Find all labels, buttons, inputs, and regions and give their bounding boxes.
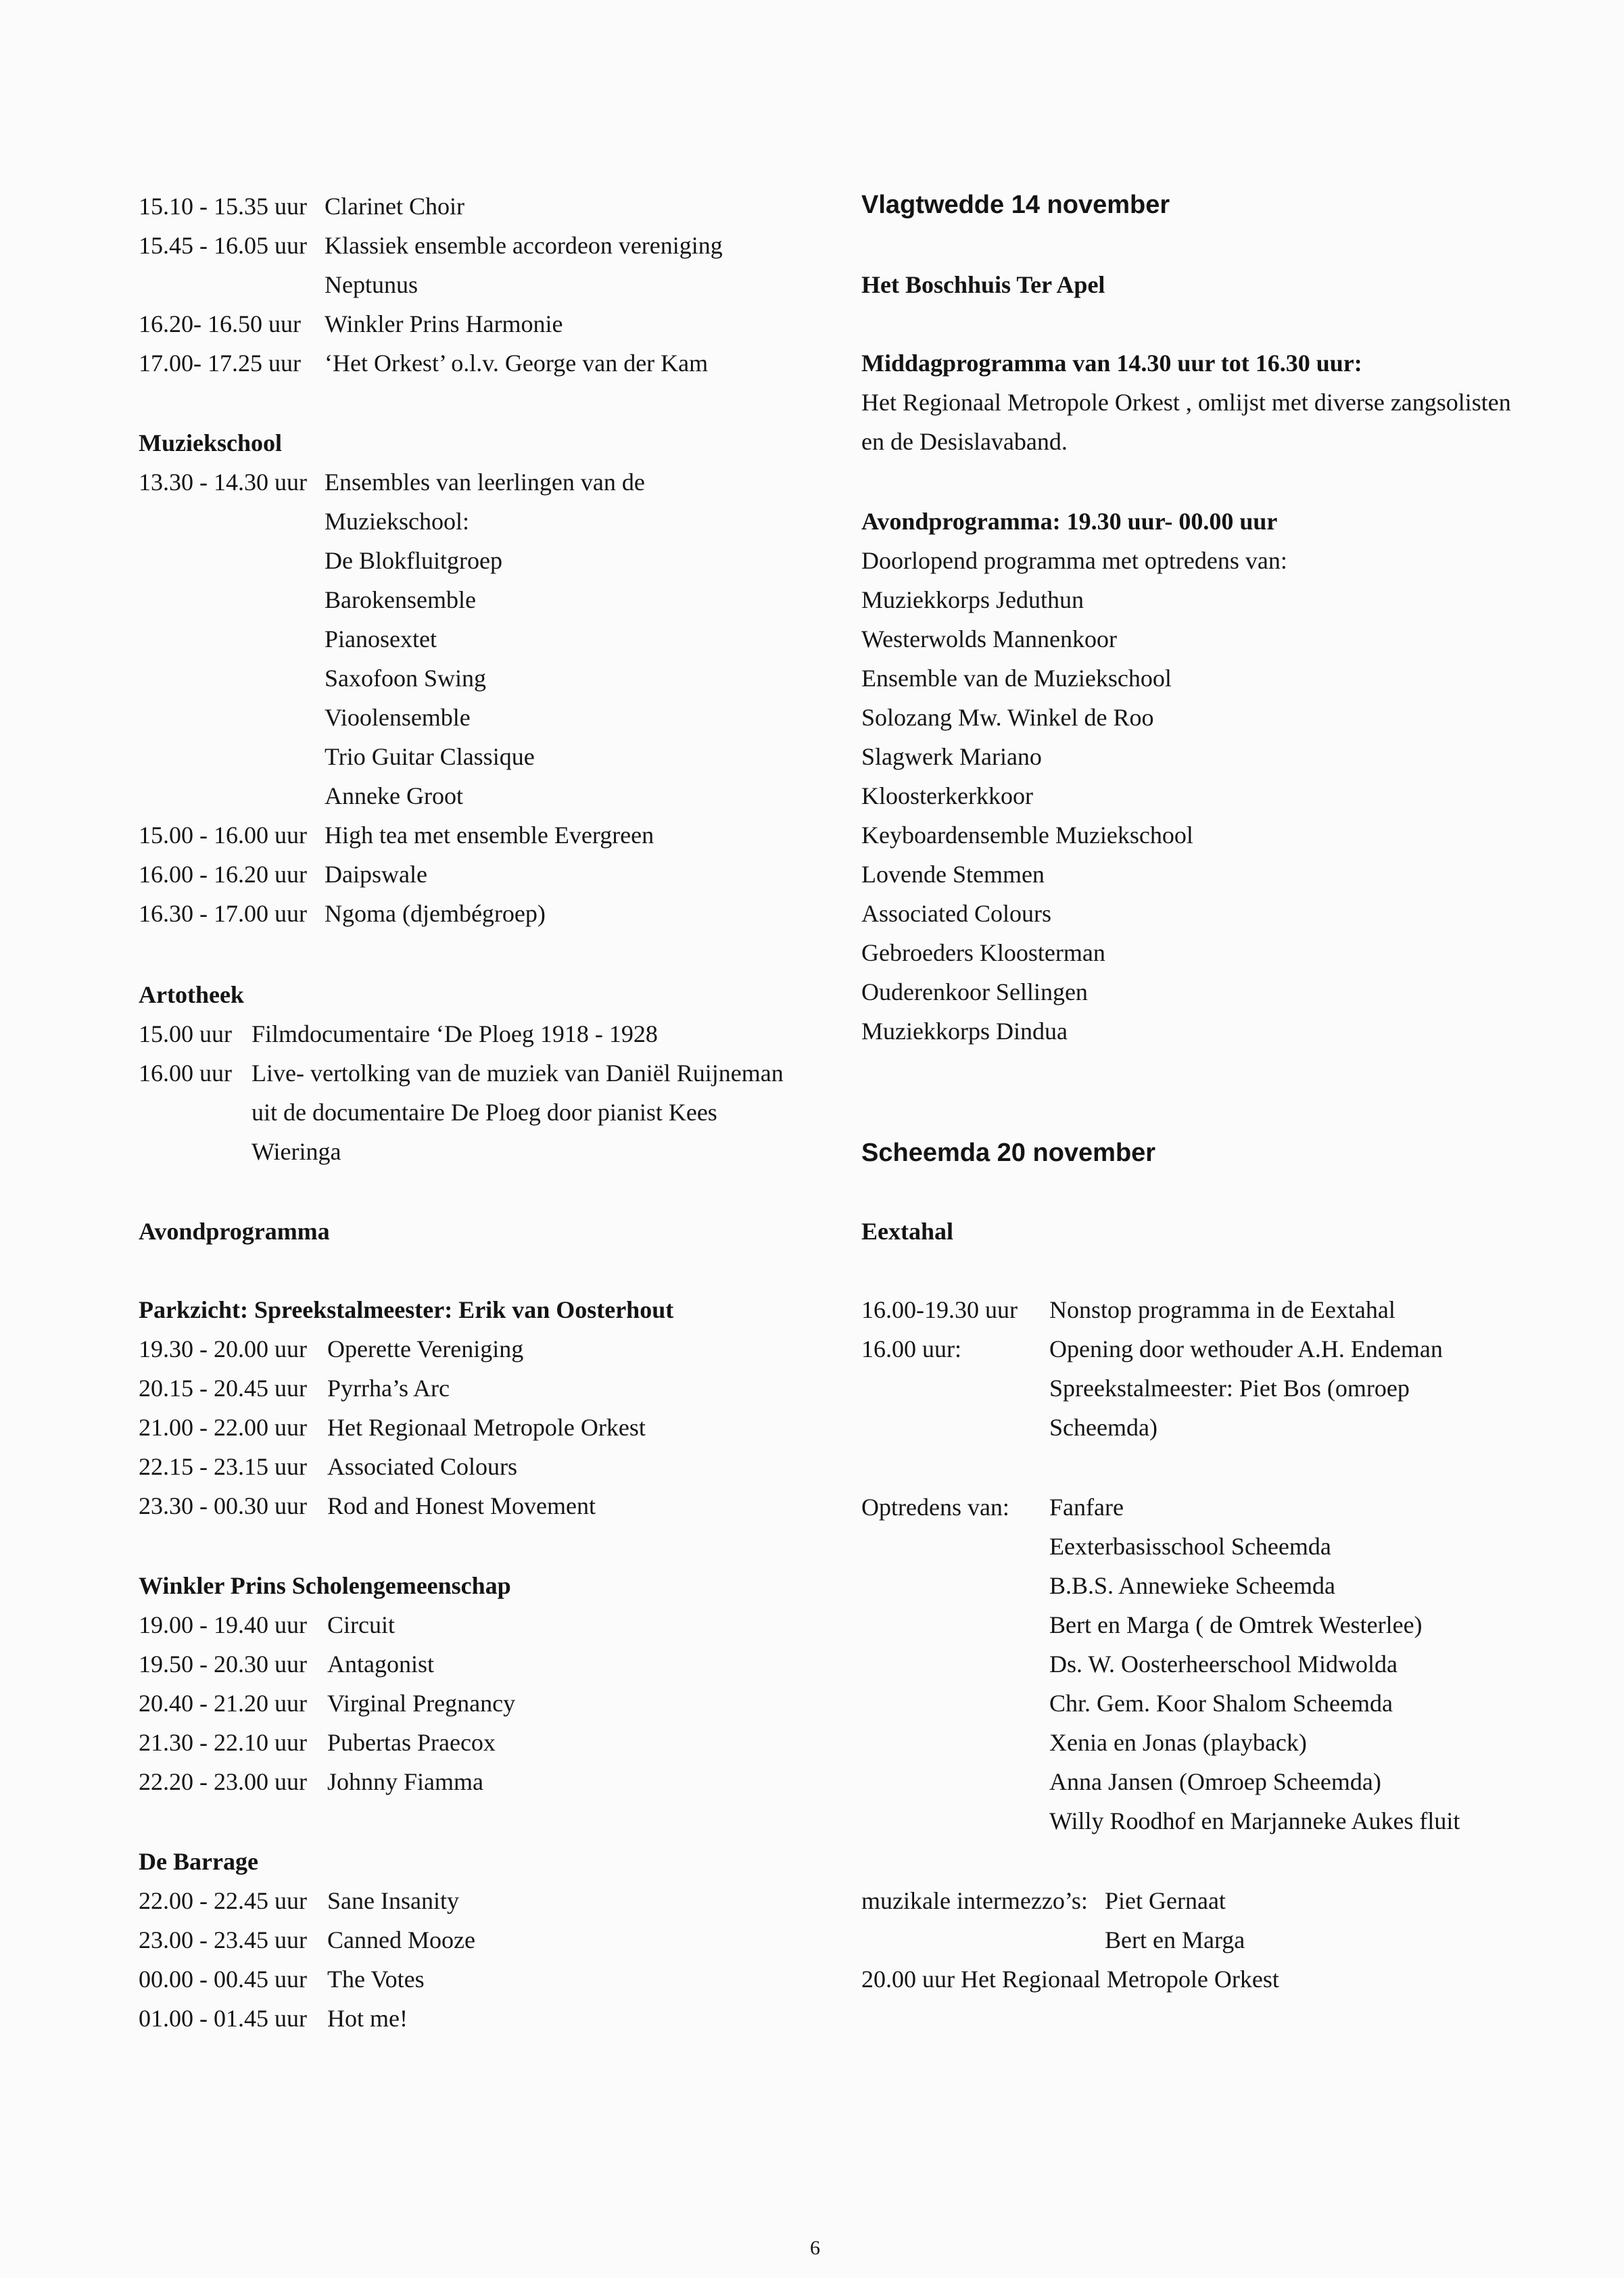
evening-line: Associated Colours — [861, 900, 1051, 927]
muziekschool-row-item: Anneke Groot — [325, 782, 463, 809]
midday-heading: Middagprogramma van 14.30 uur tot 16.30 uur: — [861, 350, 1362, 377]
scheemda-row-item: Scheemda) — [1049, 1414, 1157, 1441]
muziekschool-row-item: Daipswale — [325, 861, 427, 888]
parkzicht-row-time: 23.30 - 00.30 uur — [139, 1492, 307, 1519]
evening-line: Ensemble van de Muziekschool — [861, 665, 1172, 692]
parkzicht-row-time: 19.30 - 20.00 uur — [139, 1335, 307, 1362]
scheemda-row-item: Opening door wethouder A.H. Endeman — [1049, 1335, 1443, 1362]
section-heading-artotheek: Artotheek — [139, 981, 244, 1008]
evening-line: Ouderenkoor Sellingen — [861, 978, 1088, 1005]
schedule-row-item: Klassiek ensemble accordeon vereniging — [325, 232, 723, 259]
intermezzo-row-time: muzikale intermezzo’s: — [861, 1887, 1088, 1914]
optredens-row-time: Optredens van: — [861, 1494, 1009, 1521]
section-heading-muziekschool: Muziekschool — [139, 429, 282, 456]
winkler-row-time: 22.20 - 23.00 uur — [139, 1768, 307, 1795]
winkler-row-item: Pubertas Praecox — [327, 1729, 496, 1756]
muziekschool-row-time: 16.00 - 16.20 uur — [139, 861, 307, 888]
artotheek-row-item: Wieringa — [252, 1138, 341, 1165]
parkzicht-row-item: Associated Colours — [327, 1453, 517, 1480]
winkler-row-item: Circuit — [327, 1611, 395, 1638]
scheemda-row-item: Spreekstalmeester: Piet Bos (omroep — [1049, 1375, 1410, 1402]
evening-line: Doorlopend programma met optredens van: — [861, 547, 1287, 574]
schedule-row-time: 17.00- 17.25 uur — [139, 350, 301, 377]
muziekschool-row-item: Ngoma (djembégroep) — [325, 900, 546, 927]
winkler-row-time: 20.40 - 21.20 uur — [139, 1690, 307, 1717]
winkler-row-time: 19.50 - 20.30 uur — [139, 1651, 307, 1678]
muziekschool-row-item: De Blokfluitgroep — [325, 547, 502, 574]
parkzicht-row-item: Het Regionaal Metropole Orkest — [327, 1414, 646, 1441]
parkzicht-row-item: Rod and Honest Movement — [327, 1492, 596, 1519]
muziekschool-row-item: Saxofoon Swing — [325, 665, 487, 692]
muziekschool-row-item: Ensembles van leerlingen van de — [325, 469, 645, 496]
schedule-row-time: 16.20- 16.50 uur — [139, 310, 301, 337]
scheemda-row-item: Nonstop programma in de Eextahal — [1049, 1296, 1395, 1323]
barrage-row-item: Hot me! — [327, 2005, 408, 2032]
scheemda-row-time: 16.00-19.30 uur — [861, 1296, 1018, 1323]
artotheek-row-time: 16.00 uur — [139, 1060, 232, 1087]
optredens-row-item: Ds. W. Oosterheerschool Midwolda — [1049, 1651, 1398, 1678]
venue-eextahal: Eextahal — [861, 1218, 954, 1245]
section-heading-barrage: De Barrage — [139, 1848, 258, 1875]
barrage-row-item: Sane Insanity — [327, 1887, 459, 1914]
schedule-row-item: Clarinet Choir — [325, 193, 464, 220]
evening-line: Keyboardensemble Muziekschool — [861, 822, 1193, 849]
evening-line: Lovende Stemmen — [861, 861, 1045, 888]
schedule-row-time: 15.45 - 16.05 uur — [139, 232, 307, 259]
winkler-row-time: 19.00 - 19.40 uur — [139, 1611, 307, 1638]
optredens-row-item: Eexterbasisschool Scheemda — [1049, 1533, 1331, 1560]
scheemda-row-time: 16.00 uur: — [861, 1335, 961, 1362]
barrage-row-time: 01.00 - 01.45 uur — [139, 2005, 307, 2032]
barrage-row-item: The Votes — [327, 1966, 425, 1993]
winkler-row-time: 21.30 - 22.10 uur — [139, 1729, 307, 1756]
artotheek-row-item: uit de documentaire De Ploeg door pianist Kees — [252, 1099, 717, 1126]
optredens-row-item: Xenia en Jonas (playback) — [1049, 1729, 1307, 1756]
muziekschool-row-item: High tea met ensemble Evergreen — [325, 822, 654, 849]
artotheek-row-item: Live- vertolking van de muziek van Daniël Ruijneman — [252, 1060, 784, 1087]
optredens-row-item: B.B.S. Annewieke Scheemda — [1049, 1572, 1335, 1599]
artotheek-row-time: 15.00 uur — [139, 1020, 232, 1047]
heading-scheemda: Scheemda 20 november — [861, 1139, 1156, 1167]
midday-line: Het Regionaal Metropole Orkest , omlijst met diverse zangsolisten — [861, 389, 1511, 416]
muziekschool-row-time: 13.30 - 14.30 uur — [139, 469, 307, 496]
winkler-row-item: Johnny Fiamma — [327, 1768, 483, 1795]
evening-line: Westerwolds Mannenkoor — [861, 625, 1118, 652]
evening-line: Gebroeders Kloosterman — [861, 939, 1105, 966]
closing-line: 20.00 uur Het Regionaal Metropole Orkest — [861, 1966, 1279, 1993]
evening-line: Muziekkorps Jeduthun — [861, 586, 1084, 613]
intermezzo-row-item: Piet Gernaat — [1105, 1887, 1226, 1914]
page-number: 6 — [810, 2237, 820, 2259]
schedule-row-item: Neptunus — [325, 271, 418, 298]
barrage-row-time: 00.00 - 00.45 uur — [139, 1966, 307, 1993]
optredens-row-item: Bert en Marga ( de Omtrek Westerlee) — [1049, 1611, 1423, 1638]
intermezzo-row-item: Bert en Marga — [1105, 1926, 1245, 1953]
venue-boschhuis: Het Boschhuis Ter Apel — [861, 271, 1105, 298]
midday-line: en de Desislavaband. — [861, 428, 1068, 455]
schedule-row-time: 15.10 - 15.35 uur — [139, 193, 307, 220]
winkler-row-item: Virginal Pregnancy — [327, 1690, 516, 1717]
barrage-row-item: Canned Mooze — [327, 1926, 475, 1953]
evening-line: Slagwerk Mariano — [861, 743, 1042, 770]
barrage-row-time: 22.00 - 22.45 uur — [139, 1887, 307, 1914]
section-heading-winkler: Winkler Prins Scholengemeenschap — [139, 1572, 511, 1599]
section-heading-parkzicht: Parkzicht: Spreekstalmeester: Erik van Oosterhout — [139, 1296, 674, 1323]
parkzicht-row-time: 21.00 - 22.00 uur — [139, 1414, 307, 1441]
schedule-row-item: Winkler Prins Harmonie — [325, 310, 563, 337]
evening-line: Kloosterkerkkoor — [861, 782, 1033, 809]
section-heading-avondprogramma: Avondprogramma — [139, 1218, 330, 1245]
optredens-row-item: Chr. Gem. Koor Shalom Scheemda — [1049, 1690, 1393, 1717]
optredens-row-item: Fanfare — [1049, 1494, 1124, 1521]
evening-heading: Avondprogramma: 19.30 uur- 00.00 uur — [861, 508, 1278, 535]
winkler-row-item: Antagonist — [327, 1651, 434, 1678]
parkzicht-row-item: Pyrrha’s Arc — [327, 1375, 450, 1402]
muziekschool-row-item: Muziekschool: — [325, 508, 469, 535]
muziekschool-row-time: 15.00 - 16.00 uur — [139, 822, 307, 849]
muziekschool-row-time: 16.30 - 17.00 uur — [139, 900, 307, 927]
optredens-row-item: Willy Roodhof en Marjanneke Aukes fluit — [1049, 1807, 1460, 1834]
optredens-row-item: Anna Jansen (Omroep Scheemda) — [1049, 1768, 1381, 1795]
artotheek-row-item: Filmdocumentaire ‘De Ploeg 1918 - 1928 — [252, 1020, 658, 1047]
parkzicht-row-time: 22.15 - 23.15 uur — [139, 1453, 307, 1480]
barrage-row-time: 23.00 - 23.45 uur — [139, 1926, 307, 1953]
muziekschool-row-item: Pianosextet — [325, 625, 437, 652]
parkzicht-row-time: 20.15 - 20.45 uur — [139, 1375, 307, 1402]
evening-line: Solozang Mw. Winkel de Roo — [861, 704, 1154, 731]
muziekschool-row-item: Vioolensemble — [325, 704, 471, 731]
evening-line: Muziekkorps Dindua — [861, 1018, 1068, 1045]
schedule-row-item: ‘Het Orkest’ o.l.v. George van der Kam — [325, 350, 709, 377]
heading-vlagtwedde: Vlagtwedde 14 november — [861, 191, 1170, 219]
parkzicht-row-item: Operette Vereniging — [327, 1335, 524, 1362]
muziekschool-row-item: Barokensemble — [325, 586, 476, 613]
muziekschool-row-item: Trio Guitar Classique — [325, 743, 535, 770]
